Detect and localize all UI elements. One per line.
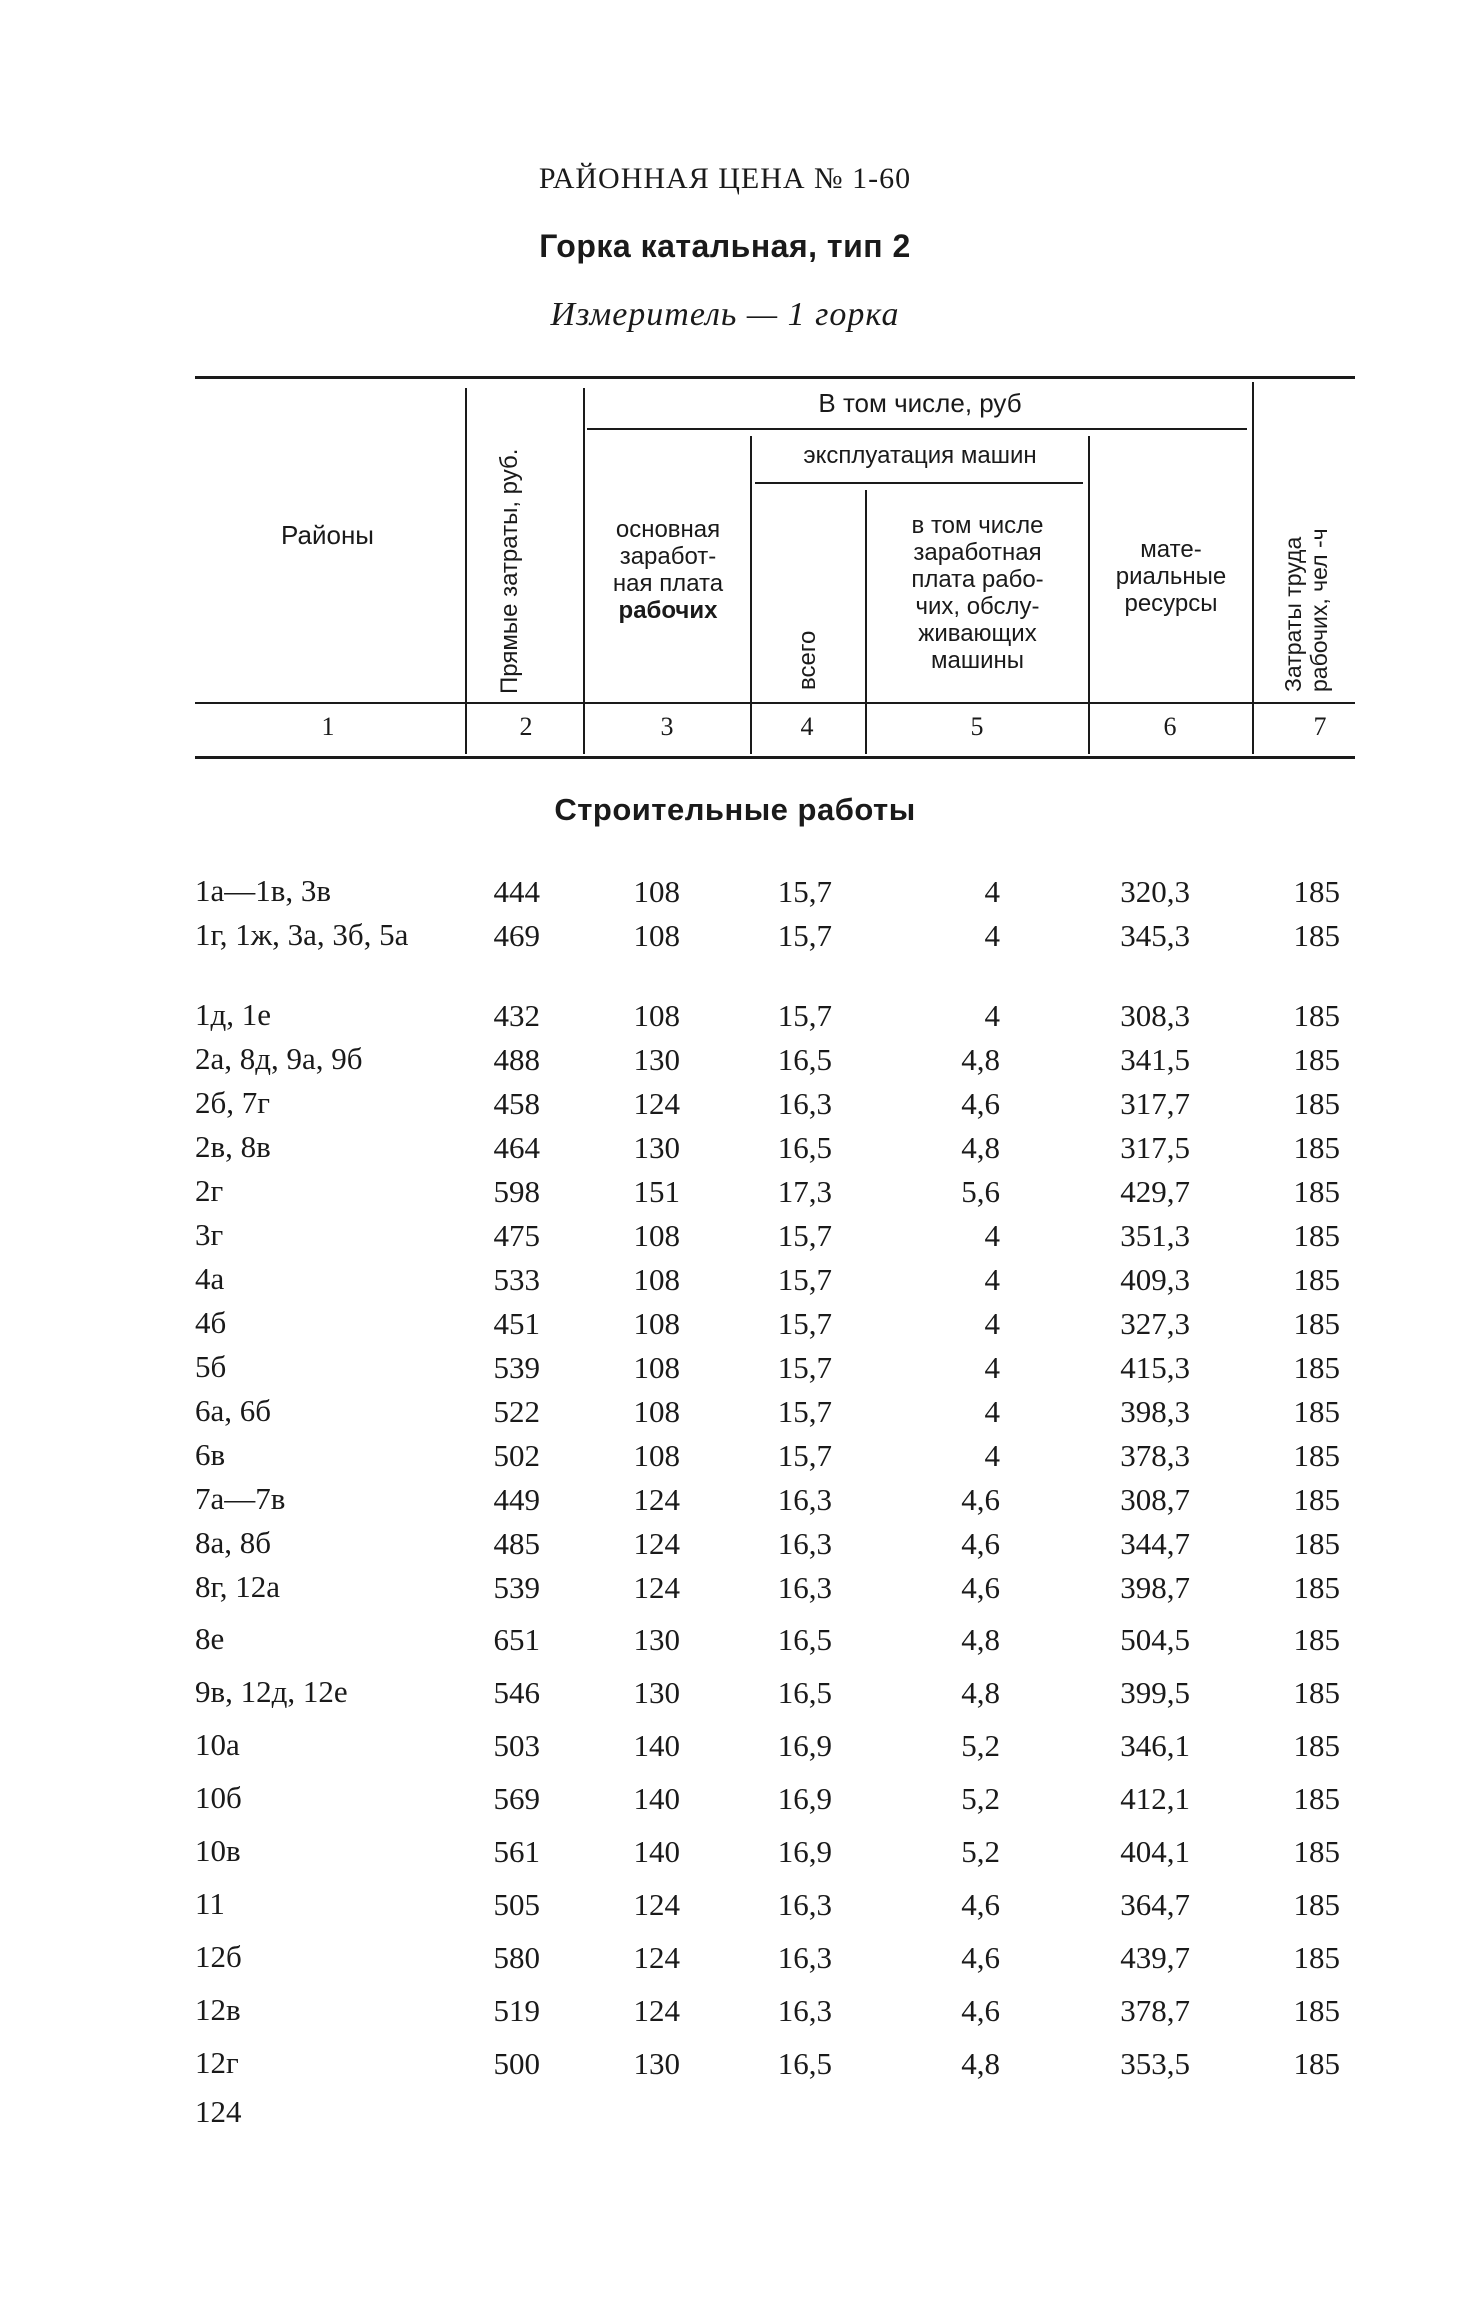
cell-materials: 415,3 — [1120, 1350, 1190, 1385]
cell-materials: 341,5 — [1120, 1042, 1190, 1077]
colnum-5: 5 — [970, 712, 984, 741]
cell-materials: 404,1 — [1120, 1834, 1190, 1869]
cell-materials: 378,3 — [1120, 1438, 1190, 1473]
cell-machines-total: 15,7 — [777, 1394, 832, 1429]
cell-wages: 108 — [633, 1262, 680, 1297]
cell-direct-costs: 485 — [493, 1526, 540, 1561]
cell-wages: 108 — [633, 918, 680, 953]
header-wages-l4: рабочих — [618, 597, 718, 624]
cell-materials: 429,7 — [1120, 1174, 1190, 1209]
cell-materials: 317,5 — [1120, 1130, 1190, 1165]
cell-machines-total: 16,5 — [777, 1622, 832, 1657]
cell-labor: 185 — [1293, 1781, 1340, 1816]
cell-wages: 124 — [633, 1526, 680, 1561]
cell-machines-total: 15,7 — [777, 1306, 832, 1341]
cell-wages: 124 — [633, 1940, 680, 1975]
table-row — [0, 1172, 1470, 1212]
cell-direct-costs: 598 — [493, 1174, 540, 1209]
cell-direct-costs: 503 — [493, 1728, 540, 1763]
header-wages-l1: основная — [615, 516, 721, 543]
cell-labor: 185 — [1293, 998, 1340, 1033]
cell-wages: 130 — [633, 1130, 680, 1165]
cell-direct-costs: 432 — [493, 998, 540, 1033]
cell-region: 8а, 8б — [195, 1525, 272, 1560]
cell-materials: 398,7 — [1120, 1570, 1190, 1605]
cell-wages: 130 — [633, 1675, 680, 1710]
cell-region: 5б — [195, 1349, 227, 1384]
cell-materials: 399,5 — [1120, 1675, 1190, 1710]
cell-machines-total: 16,3 — [777, 1887, 832, 1922]
cell-wages: 108 — [633, 1394, 680, 1429]
cell-machines-total: 16,5 — [777, 2046, 832, 2081]
cell-labor: 185 — [1293, 1940, 1340, 1975]
col-divider-4 — [865, 490, 867, 754]
cell-region: 9в, 12д, 12е — [195, 1674, 348, 1709]
table-row — [0, 1392, 1470, 1432]
cell-direct-costs: 539 — [493, 1570, 540, 1605]
colnum-7: 7 — [1313, 712, 1327, 741]
cell-machines-total: 15,7 — [777, 1262, 832, 1297]
cell-direct-costs: 522 — [493, 1394, 540, 1429]
cell-wages: 124 — [633, 1993, 680, 2028]
cell-region: 2а, 8д, 9а, 9б — [195, 1041, 363, 1076]
cell-wages: 124 — [633, 1086, 680, 1121]
colnum-6: 6 — [1163, 712, 1177, 741]
table-row — [0, 2044, 1470, 2084]
cell-wages: 124 — [633, 1482, 680, 1517]
cell-region: 4а — [195, 1261, 225, 1296]
cell-machines-total: 16,5 — [777, 1130, 832, 1165]
table-row — [0, 1436, 1470, 1476]
cell-direct-costs: 464 — [493, 1130, 540, 1165]
cell-labor: 185 — [1293, 1675, 1340, 1710]
header-mw-l4: чих, обслу- — [915, 593, 1040, 620]
cell-machines-total: 15,7 — [777, 1350, 832, 1385]
cell-labor: 185 — [1293, 1350, 1340, 1385]
cell-machine-wages: 4,6 — [961, 1887, 1000, 1922]
cell-machines-total: 15,7 — [777, 1218, 832, 1253]
cell-machine-wages: 5,2 — [961, 1728, 1000, 1763]
cell-materials: 345,3 — [1120, 918, 1190, 953]
cell-wages: 124 — [633, 1887, 680, 1922]
cell-machines-total: 16,3 — [777, 1086, 832, 1121]
cell-wages: 108 — [633, 1218, 680, 1253]
cell-machine-wages: 4 — [984, 874, 1000, 909]
cell-region: 12г — [195, 2045, 239, 2080]
machines-under-rule — [755, 482, 1083, 484]
cell-wages: 108 — [633, 1438, 680, 1473]
cell-labor: 185 — [1293, 1218, 1340, 1253]
cell-materials: 320,3 — [1120, 874, 1190, 909]
header-mw-l1: в том числе — [911, 512, 1044, 539]
header-mat-l2: риальные — [1115, 563, 1227, 590]
table-row — [0, 1673, 1470, 1713]
cell-direct-costs: 580 — [493, 1940, 540, 1975]
cell-materials: 308,7 — [1120, 1482, 1190, 1517]
cell-direct-costs: 519 — [493, 1993, 540, 2028]
table-row — [0, 996, 1470, 1036]
cell-machines-total: 15,7 — [777, 998, 832, 1033]
cell-direct-costs: 449 — [493, 1482, 540, 1517]
cell-machine-wages: 4,6 — [961, 1086, 1000, 1121]
header-direct-costs: Прямые затраты, руб. — [496, 448, 523, 694]
cell-region: 1г, 1ж, 3а, 3б, 5а — [195, 917, 409, 952]
header-machines-total: всего — [794, 630, 821, 690]
cell-materials: 378,7 — [1120, 1993, 1190, 2028]
cell-labor: 185 — [1293, 1728, 1340, 1763]
cell-direct-costs: 500 — [493, 2046, 540, 2081]
cell-machine-wages: 4 — [984, 918, 1000, 953]
table-row — [0, 1216, 1470, 1256]
cell-labor: 185 — [1293, 1526, 1340, 1561]
cell-labor: 185 — [1293, 1086, 1340, 1121]
cell-region: 6а, 6б — [195, 1393, 272, 1428]
cell-wages: 130 — [633, 1042, 680, 1077]
cell-machine-wages: 4,8 — [961, 1675, 1000, 1710]
cell-wages: 108 — [633, 1306, 680, 1341]
table-row — [0, 1991, 1470, 2031]
cell-labor: 185 — [1293, 1993, 1340, 2028]
cell-materials: 364,7 — [1120, 1887, 1190, 1922]
cell-region: 8е — [195, 1621, 225, 1656]
cell-machine-wages: 4,6 — [961, 1570, 1000, 1605]
cell-region: 2в, 8в — [195, 1129, 271, 1164]
colnum-1: 1 — [321, 712, 335, 741]
cell-machines-total: 16,3 — [777, 1993, 832, 2028]
cell-wages: 130 — [633, 1622, 680, 1657]
cell-labor: 185 — [1293, 1306, 1340, 1341]
cell-wages: 140 — [633, 1781, 680, 1816]
cell-labor: 185 — [1293, 1394, 1340, 1429]
header-materials — [1092, 536, 1250, 617]
cell-materials: 439,7 — [1120, 1940, 1190, 1975]
cell-wages: 151 — [633, 1174, 680, 1209]
cell-machine-wages: 4 — [984, 1218, 1000, 1253]
header-machine-wages — [870, 512, 1085, 674]
cell-machines-total: 16,3 — [777, 1526, 832, 1561]
cell-wages: 140 — [633, 1834, 680, 1869]
cell-machine-wages: 4,8 — [961, 1042, 1000, 1077]
header-mw-l3: плата рабо- — [911, 566, 1044, 593]
cell-region: 10а — [195, 1727, 240, 1762]
cell-region: 10в — [195, 1833, 241, 1868]
cell-direct-costs: 458 — [493, 1086, 540, 1121]
cell-wages: 130 — [633, 2046, 680, 2081]
cell-region: 2г — [195, 1173, 224, 1208]
cell-direct-costs: 569 — [493, 1781, 540, 1816]
cell-machine-wages: 4 — [984, 1350, 1000, 1385]
table-row — [0, 1568, 1470, 1608]
cell-region: 8г, 12а — [195, 1569, 280, 1604]
cell-direct-costs: 451 — [493, 1306, 540, 1341]
cell-direct-costs: 651 — [493, 1622, 540, 1657]
header-labor: Затраты труда рабочих, чел -ч — [1280, 528, 1332, 692]
cell-materials: 409,3 — [1120, 1262, 1190, 1297]
cell-region: 10б — [195, 1780, 242, 1815]
cell-region: 12б — [195, 1939, 242, 1974]
table-row — [0, 1348, 1470, 1388]
cell-materials: 346,1 — [1120, 1728, 1190, 1763]
table-row — [0, 1084, 1470, 1124]
table-row — [0, 1832, 1470, 1872]
cell-machine-wages: 4,6 — [961, 1482, 1000, 1517]
cell-machines-total: 16,3 — [777, 1570, 832, 1605]
cell-direct-costs: 475 — [493, 1218, 540, 1253]
cell-direct-costs: 539 — [493, 1350, 540, 1385]
col-divider-6 — [1252, 382, 1254, 754]
cell-materials: 317,7 — [1120, 1086, 1190, 1121]
measure-unit: Измеритель — 1 горка — [550, 296, 900, 333]
cell-materials: 308,3 — [1120, 998, 1190, 1033]
cell-machine-wages: 4 — [984, 1394, 1000, 1429]
cell-direct-costs: 469 — [493, 918, 540, 953]
table-row — [0, 1040, 1470, 1080]
cell-labor: 185 — [1293, 1262, 1340, 1297]
cell-direct-costs: 546 — [493, 1675, 540, 1710]
header-mw-l5: живающих — [918, 620, 1037, 647]
cell-machines-total: 16,9 — [777, 1781, 832, 1816]
table-row — [0, 1524, 1470, 1564]
cell-materials: 398,3 — [1120, 1394, 1190, 1429]
cell-machine-wages: 5,6 — [961, 1174, 1000, 1209]
table-row — [0, 916, 1470, 956]
cell-machine-wages: 4 — [984, 1262, 1000, 1297]
cell-machine-wages: 4 — [984, 998, 1000, 1033]
cell-region: 1д, 1е — [195, 997, 272, 1032]
cell-labor: 185 — [1293, 1174, 1340, 1209]
header-mw-l2: заработная — [913, 539, 1042, 566]
col-divider-2 — [583, 388, 585, 754]
cell-wages: 140 — [633, 1728, 680, 1763]
table-top-rule — [195, 376, 1355, 379]
table-row — [0, 1779, 1470, 1819]
cell-direct-costs: 505 — [493, 1887, 540, 1922]
cell-region: 7а—7в — [195, 1481, 286, 1516]
cell-wages: 108 — [633, 998, 680, 1033]
cell-machines-total: 15,7 — [777, 874, 832, 909]
cell-materials: 344,7 — [1120, 1526, 1190, 1561]
cell-machines-total: 16,9 — [777, 1834, 832, 1869]
table-row — [0, 1885, 1470, 1925]
col-divider-5 — [1088, 436, 1090, 754]
colnum-3: 3 — [660, 712, 674, 741]
cell-machines-total: 16,3 — [777, 1482, 832, 1517]
cell-region: 11 — [195, 1886, 225, 1921]
table-row — [0, 1726, 1470, 1766]
table-row — [0, 1620, 1470, 1660]
item-title: Горка катальная, тип 2 — [539, 228, 911, 264]
cell-region: 6в — [195, 1437, 226, 1472]
table-row — [0, 1480, 1470, 1520]
cell-region: 4б — [195, 1305, 227, 1340]
col-divider-1 — [465, 388, 467, 754]
cell-wages: 108 — [633, 1350, 680, 1385]
incl-under-rule — [587, 428, 1247, 430]
cell-machines-total: 15,7 — [777, 1438, 832, 1473]
cell-machine-wages: 4 — [984, 1438, 1000, 1473]
cell-labor: 185 — [1293, 1482, 1340, 1517]
cell-direct-costs: 533 — [493, 1262, 540, 1297]
cell-machines-total: 16,5 — [777, 1042, 832, 1077]
cell-labor: 185 — [1293, 874, 1340, 909]
header-wages-l3: ная плата — [612, 570, 724, 597]
cell-direct-costs: 488 — [493, 1042, 540, 1077]
section-title: Строительные работы — [554, 792, 916, 827]
header-mat-l1: мате- — [1140, 536, 1202, 563]
table-row — [0, 872, 1470, 912]
price-title: РАЙОННАЯ ЦЕНА № 1-60 — [538, 162, 912, 195]
cell-labor: 185 — [1293, 1622, 1340, 1657]
colnum-4: 4 — [800, 712, 814, 741]
cell-labor: 185 — [1293, 1887, 1340, 1922]
cell-machines-total: 16,5 — [777, 1675, 832, 1710]
cell-materials: 351,3 — [1120, 1218, 1190, 1253]
header-mw-l6: машины — [930, 647, 1024, 674]
colnum-2: 2 — [519, 712, 533, 741]
cell-machine-wages: 5,2 — [961, 1834, 1000, 1869]
table-row — [0, 1938, 1470, 1978]
cell-region: 3г — [195, 1217, 224, 1252]
cell-wages: 124 — [633, 1570, 680, 1605]
cell-labor: 185 — [1293, 1130, 1340, 1165]
cell-labor: 185 — [1293, 2046, 1340, 2081]
cell-materials: 504,5 — [1120, 1622, 1190, 1657]
table-row — [0, 1260, 1470, 1300]
cell-machines-total: 15,7 — [777, 918, 832, 953]
cell-materials: 412,1 — [1120, 1781, 1190, 1816]
cell-machine-wages: 4,6 — [961, 1993, 1000, 2028]
cell-region: 1а—1в, 3в — [195, 873, 332, 908]
header-mat-l3: ресурсы — [1124, 590, 1218, 617]
header-bottom-rule — [195, 702, 1355, 704]
cell-machine-wages: 4,8 — [961, 2046, 1000, 2081]
cell-machine-wages: 4,8 — [961, 1130, 1000, 1165]
cell-region: 2б, 7г — [195, 1085, 270, 1120]
cell-machines-total: 17,3 — [777, 1174, 832, 1209]
cell-machine-wages: 4,8 — [961, 1622, 1000, 1657]
cell-machines-total: 16,9 — [777, 1728, 832, 1763]
cell-machine-wages: 5,2 — [961, 1781, 1000, 1816]
cell-machine-wages: 4,6 — [961, 1940, 1000, 1975]
cell-region: 12в — [195, 1992, 241, 2027]
cell-machine-wages: 4,6 — [961, 1526, 1000, 1561]
header-wages — [590, 516, 746, 624]
header-regions: Районы — [281, 520, 374, 550]
cell-machine-wages: 4 — [984, 1306, 1000, 1341]
cell-materials: 327,3 — [1120, 1306, 1190, 1341]
cell-labor: 185 — [1293, 1570, 1340, 1605]
cell-direct-costs: 444 — [493, 874, 540, 909]
page-number: 124 — [195, 2094, 242, 2129]
table-row — [0, 1128, 1470, 1168]
header-wages-l2: заработ- — [619, 543, 717, 570]
table-row — [0, 1304, 1470, 1344]
cell-labor: 185 — [1293, 1834, 1340, 1869]
cell-direct-costs: 502 — [493, 1438, 540, 1473]
header-machines: эксплуатация машин — [803, 442, 1037, 469]
cell-labor: 185 — [1293, 918, 1340, 953]
cell-direct-costs: 561 — [493, 1834, 540, 1869]
col-divider-3 — [750, 436, 752, 754]
cell-labor: 185 — [1293, 1042, 1340, 1077]
cell-wages: 108 — [633, 874, 680, 909]
header-incl: В том числе, руб — [818, 388, 1022, 418]
cell-materials: 353,5 — [1120, 2046, 1190, 2081]
cell-labor: 185 — [1293, 1438, 1340, 1473]
colnum-bottom-rule — [195, 756, 1355, 759]
cell-machines-total: 16,3 — [777, 1940, 832, 1975]
